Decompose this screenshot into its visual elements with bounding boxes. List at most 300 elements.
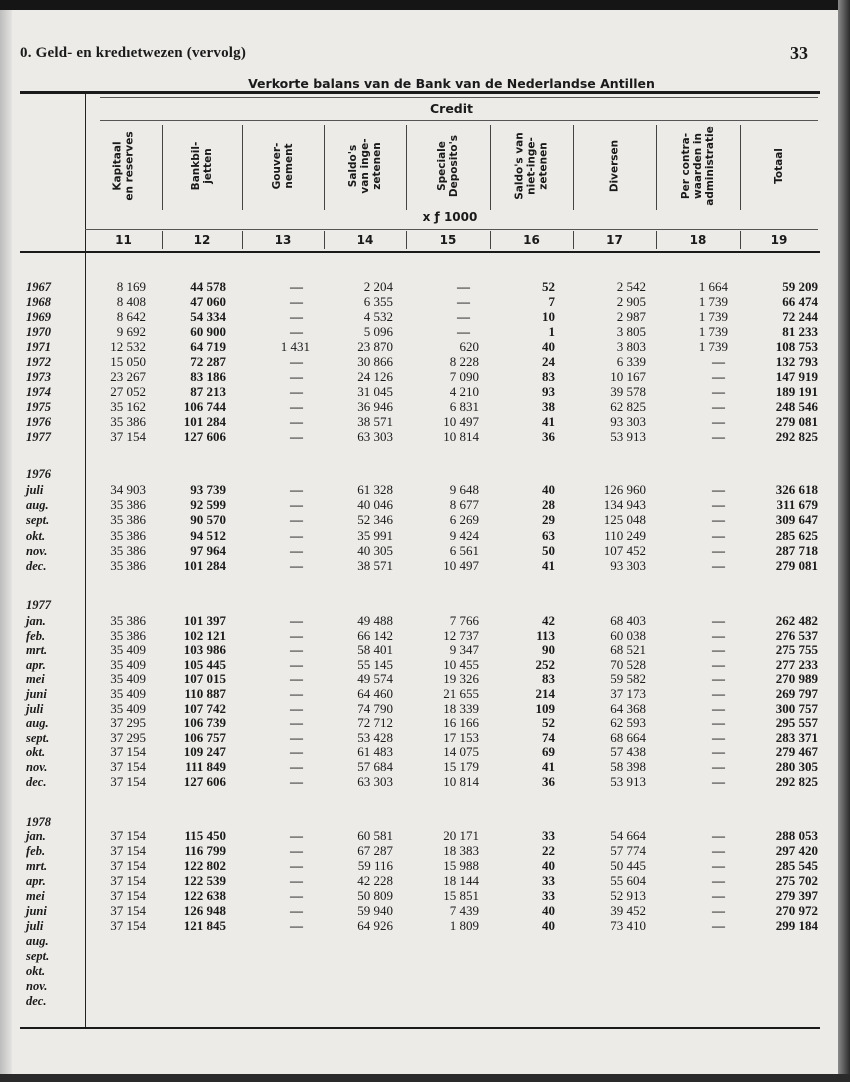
table-cell: 37 154 bbox=[110, 918, 146, 933]
table-cell: 66 474 bbox=[782, 294, 818, 309]
row-label: juni bbox=[26, 687, 47, 701]
row-label: mrt. bbox=[26, 643, 48, 658]
table-cell: 49 488 bbox=[357, 613, 393, 628]
cell-dash: — bbox=[712, 903, 725, 918]
table-cell: 35 409 bbox=[110, 671, 146, 687]
cell-dash: — bbox=[290, 858, 303, 873]
table-cell: 122 539 bbox=[183, 873, 226, 888]
cell-dash: — bbox=[712, 354, 725, 369]
column-header-label: Saldo's van niet-inge- zetenen bbox=[513, 132, 550, 200]
row-label: juli bbox=[26, 701, 44, 716]
table-cell: 74 790 bbox=[357, 700, 393, 716]
table-cell: 4 210 bbox=[449, 384, 479, 399]
table-cell: 52 bbox=[542, 279, 555, 294]
table-cell: 7 766 bbox=[449, 613, 479, 628]
table-cell: 12 532 bbox=[110, 339, 146, 354]
table-cell: 54 334 bbox=[190, 309, 226, 324]
row-label: 1969 bbox=[26, 310, 51, 324]
table-cell: 248 546 bbox=[775, 399, 818, 414]
cell-dash: — bbox=[290, 613, 303, 628]
column-number-rule bbox=[85, 229, 818, 230]
table-cell: 18 339 bbox=[443, 700, 479, 716]
table-cell: 275 755 bbox=[775, 642, 818, 658]
table-cell: 109 bbox=[535, 700, 555, 716]
table-cell: 24 126 bbox=[357, 369, 393, 384]
table-cell: 107 452 bbox=[603, 542, 646, 558]
table-cell: 277 233 bbox=[775, 656, 818, 672]
table-cell: 262 482 bbox=[775, 613, 818, 628]
row-label: dec. bbox=[26, 994, 47, 1008]
table-cell: 285 545 bbox=[775, 858, 818, 873]
cell-dash: — bbox=[712, 700, 725, 716]
cell-dash: — bbox=[457, 279, 470, 294]
table-cell: 58 398 bbox=[610, 759, 646, 774]
cell-dash: — bbox=[290, 354, 303, 369]
table-cell: 64 719 bbox=[190, 339, 226, 354]
table-cell: 62 593 bbox=[610, 715, 646, 731]
scan-bottom-edge bbox=[0, 1074, 850, 1082]
table-cell: 9 347 bbox=[449, 642, 479, 658]
cell-dash: — bbox=[712, 482, 725, 497]
table-cell: 292 825 bbox=[775, 429, 818, 444]
row-label: 1967 bbox=[26, 280, 51, 294]
table-cell: 37 295 bbox=[110, 729, 146, 745]
cell-dash: — bbox=[712, 671, 725, 687]
table-cell: 66 142 bbox=[357, 627, 393, 643]
table-cell: 72 287 bbox=[190, 354, 226, 369]
cell-dash: — bbox=[712, 759, 725, 774]
scan-right-edge bbox=[838, 0, 850, 1082]
cell-dash: — bbox=[712, 843, 725, 858]
table-cell: 52 346 bbox=[357, 512, 393, 528]
table-cell: 55 145 bbox=[357, 656, 393, 672]
table-cell: 73 410 bbox=[610, 918, 646, 933]
table-cell: 105 445 bbox=[183, 656, 226, 672]
column-header bbox=[242, 122, 324, 210]
row-label: mei bbox=[26, 672, 45, 687]
table-cell: 72 244 bbox=[782, 309, 818, 324]
column-header bbox=[740, 122, 818, 210]
cell-dash: — bbox=[290, 686, 303, 701]
table-cell: 16 166 bbox=[443, 715, 479, 731]
cell-dash: — bbox=[290, 888, 303, 903]
cell-dash: — bbox=[712, 497, 725, 513]
column-header bbox=[656, 122, 740, 210]
cell-dash: — bbox=[290, 399, 303, 414]
table-cell: 33 bbox=[542, 888, 555, 903]
column-header bbox=[162, 122, 242, 210]
cell-dash: — bbox=[290, 700, 303, 716]
table-cell: 113 bbox=[536, 627, 555, 643]
cell-dash: — bbox=[290, 294, 303, 309]
table-cell: 7 090 bbox=[449, 369, 479, 384]
table-cell: 1 664 bbox=[698, 279, 728, 294]
scan-left-edge bbox=[0, 10, 12, 1082]
table-cell: 67 287 bbox=[357, 843, 393, 858]
table-cell: 59 940 bbox=[357, 903, 393, 918]
table-cell: 132 793 bbox=[775, 354, 818, 369]
table-cell: 35 386 bbox=[110, 542, 146, 558]
table-cell: 20 171 bbox=[443, 828, 479, 843]
row-label: 1970 bbox=[26, 325, 51, 339]
table-cell: 108 753 bbox=[775, 339, 818, 354]
cell-dash: — bbox=[290, 558, 303, 573]
column-number: 11 bbox=[115, 233, 132, 247]
column-header-label: Totaal bbox=[773, 148, 785, 184]
table-cell: 94 512 bbox=[190, 527, 226, 543]
column-number: 17 bbox=[606, 233, 623, 247]
table-cell: 270 972 bbox=[775, 903, 818, 918]
cell-dash: — bbox=[712, 369, 725, 384]
table-cell: 102 121 bbox=[183, 627, 226, 643]
cell-dash: — bbox=[290, 759, 303, 774]
row-label: 1974 bbox=[26, 385, 51, 399]
table-cell: 109 247 bbox=[183, 744, 226, 760]
table-cell: 106 744 bbox=[183, 399, 226, 414]
table-cell: 64 460 bbox=[357, 686, 393, 701]
cell-dash: — bbox=[290, 656, 303, 672]
table-cell: 37 154 bbox=[110, 773, 146, 789]
table-cell: 23 267 bbox=[110, 369, 146, 384]
cell-dash: — bbox=[290, 542, 303, 558]
row-label: 1968 bbox=[26, 295, 51, 309]
cell-dash: — bbox=[290, 309, 303, 324]
table-cell: 106 757 bbox=[183, 729, 226, 745]
cell-dash: — bbox=[712, 414, 725, 429]
table-cell: 74 bbox=[542, 729, 555, 745]
table-cell: 127 606 bbox=[183, 773, 226, 789]
table-cell: 41 bbox=[542, 759, 555, 774]
row-label: okt. bbox=[26, 964, 46, 978]
column-header bbox=[573, 122, 656, 210]
table-cell: 60 581 bbox=[357, 828, 393, 843]
table-cell: 60 900 bbox=[190, 324, 226, 339]
cell-dash: — bbox=[712, 773, 725, 789]
row-label: jan. bbox=[26, 829, 46, 843]
table-cell: 279 467 bbox=[775, 744, 818, 760]
table-cell: 24 bbox=[542, 354, 555, 369]
table-cell: 121 845 bbox=[183, 918, 226, 933]
table-group-credit: Credit bbox=[429, 101, 474, 116]
table-cell: 21 655 bbox=[443, 686, 479, 701]
row-label: sept. bbox=[26, 949, 50, 963]
table-cell: 116 799 bbox=[184, 843, 226, 858]
table-cell: 38 bbox=[542, 399, 555, 414]
table-cell: 107 015 bbox=[183, 671, 226, 687]
table-cell: 36 bbox=[542, 429, 555, 444]
table-cell: 61 328 bbox=[357, 482, 393, 497]
table-cell: 279 397 bbox=[775, 888, 818, 903]
table-cell: 1 739 bbox=[698, 294, 728, 309]
table-cell: 10 167 bbox=[610, 369, 646, 384]
table-cell: 39 578 bbox=[610, 384, 646, 399]
table-cell: 37 154 bbox=[110, 744, 146, 760]
row-label: 1971 bbox=[26, 340, 51, 354]
table-cell: 10 814 bbox=[443, 773, 479, 789]
section-label: 1978 bbox=[26, 815, 51, 829]
table-cell: 1 431 bbox=[280, 339, 310, 354]
cell-dash: — bbox=[290, 671, 303, 687]
column-header bbox=[406, 122, 490, 210]
column-number: 16 bbox=[523, 233, 540, 247]
row-label: apr. bbox=[26, 874, 46, 888]
table-cell: 288 053 bbox=[775, 828, 818, 843]
table-cell: 63 303 bbox=[357, 429, 393, 444]
table-cell: 39 452 bbox=[610, 903, 646, 918]
table-cell: 81 233 bbox=[782, 324, 818, 339]
table-cell: 7 bbox=[548, 294, 555, 309]
table-cell: 4 532 bbox=[363, 309, 393, 324]
table-cell: 9 424 bbox=[449, 527, 479, 543]
table-cell: 3 803 bbox=[616, 339, 646, 354]
table-cell: 53 428 bbox=[357, 729, 393, 745]
table-cell: 37 154 bbox=[110, 828, 146, 843]
table-cell: 40 046 bbox=[357, 497, 393, 513]
table-cell: 147 919 bbox=[775, 369, 818, 384]
cell-dash: — bbox=[712, 429, 725, 444]
table-cell: 7 439 bbox=[449, 903, 479, 918]
table-cell: 10 bbox=[542, 309, 555, 324]
table-cell: 3 805 bbox=[616, 324, 646, 339]
table-cell: 64 368 bbox=[610, 700, 646, 716]
row-label: juni bbox=[26, 904, 47, 918]
table-bottom-rule bbox=[20, 1027, 820, 1029]
cell-dash: — bbox=[457, 324, 470, 339]
cell-dash: — bbox=[290, 744, 303, 760]
table-cell: 93 303 bbox=[610, 558, 646, 573]
table-cell: 68 664 bbox=[610, 729, 646, 745]
table-cell: 10 455 bbox=[443, 656, 479, 672]
section-label: 1977 bbox=[26, 598, 51, 612]
table-cell: 9 648 bbox=[449, 482, 479, 497]
table-cell: 122 802 bbox=[183, 858, 226, 873]
table-cell: 49 574 bbox=[357, 671, 393, 687]
table-cell: 35 386 bbox=[110, 613, 146, 628]
table-cell: 8 169 bbox=[116, 279, 146, 294]
cell-dash: — bbox=[290, 527, 303, 543]
cell-dash: — bbox=[712, 613, 725, 628]
cell-dash: — bbox=[290, 627, 303, 643]
cell-dash: — bbox=[712, 512, 725, 528]
row-label: nov. bbox=[26, 979, 48, 993]
table-cell: 101 397 bbox=[183, 613, 226, 628]
table-cell: 41 bbox=[542, 558, 555, 573]
table-cell: 37 154 bbox=[110, 903, 146, 918]
table-cell: 12 737 bbox=[443, 627, 479, 643]
table-cell: 61 483 bbox=[357, 744, 393, 760]
table-cell: 126 960 bbox=[603, 482, 646, 497]
row-label: feb. bbox=[26, 628, 46, 643]
table-cell: 38 571 bbox=[357, 558, 393, 573]
table-cell: 107 742 bbox=[183, 700, 226, 716]
table-cell: 37 154 bbox=[110, 888, 146, 903]
table-cell: 53 913 bbox=[610, 773, 646, 789]
row-label: aug. bbox=[26, 716, 49, 731]
row-label: dec. bbox=[26, 559, 47, 573]
table-cell: 87 213 bbox=[190, 384, 226, 399]
table-cell: 10 497 bbox=[443, 414, 479, 429]
table-cell: 57 438 bbox=[610, 744, 646, 760]
cell-dash: — bbox=[457, 294, 470, 309]
table-cell: 27 052 bbox=[110, 384, 146, 399]
table-cell: 37 154 bbox=[110, 759, 146, 774]
table-cell: 55 604 bbox=[610, 873, 646, 888]
table-cell: 97 964 bbox=[190, 542, 226, 558]
cell-dash: — bbox=[712, 627, 725, 643]
table-cell: 58 401 bbox=[357, 642, 393, 658]
table-cell: 270 989 bbox=[775, 671, 818, 687]
table-cell: 83 bbox=[542, 369, 555, 384]
cell-dash: — bbox=[712, 399, 725, 414]
table-cell: 40 bbox=[542, 918, 555, 933]
cell-dash: — bbox=[712, 542, 725, 558]
cell-dash: — bbox=[712, 642, 725, 658]
cell-dash: — bbox=[712, 558, 725, 573]
table-cell: 37 173 bbox=[610, 686, 646, 701]
table-cell: 23 870 bbox=[357, 339, 393, 354]
table-cell: 287 718 bbox=[775, 542, 818, 558]
table-cell: 300 757 bbox=[775, 700, 818, 716]
table-cell: 297 420 bbox=[775, 843, 818, 858]
table-cell: 63 bbox=[542, 527, 555, 543]
column-header-label: Bankbil- jetten bbox=[190, 141, 214, 191]
table-cell: 127 606 bbox=[183, 429, 226, 444]
table-cell: 47 060 bbox=[190, 294, 226, 309]
table-cell: 276 537 bbox=[775, 627, 818, 643]
row-label: 1972 bbox=[26, 355, 51, 369]
row-label: okt. bbox=[26, 528, 46, 543]
row-label: 1973 bbox=[26, 370, 51, 384]
table-cell: 28 bbox=[542, 497, 555, 513]
table-cell: 35 409 bbox=[110, 642, 146, 658]
cell-dash: — bbox=[712, 744, 725, 760]
column-header-label: Kapitaal en reserves bbox=[111, 131, 136, 201]
table-cell: 8 228 bbox=[449, 354, 479, 369]
cell-dash: — bbox=[290, 773, 303, 789]
table-cell: 35 162 bbox=[110, 399, 146, 414]
table-cell: 30 866 bbox=[357, 354, 393, 369]
table-cell: 54 664 bbox=[610, 828, 646, 843]
table-cell: 8 677 bbox=[449, 497, 479, 513]
table-cell: 35 386 bbox=[110, 627, 146, 643]
table-cell: 111 849 bbox=[185, 759, 226, 774]
table-cell: 101 284 bbox=[183, 558, 226, 573]
table-cell: 36 946 bbox=[357, 399, 393, 414]
table-cell: 35 409 bbox=[110, 686, 146, 701]
row-label: mei bbox=[26, 889, 45, 903]
table-cell: 59 582 bbox=[610, 671, 646, 687]
column-number: 14 bbox=[356, 233, 374, 247]
table-cell: 279 081 bbox=[775, 414, 818, 429]
table-cell: 31 045 bbox=[357, 384, 393, 399]
row-label: 1976 bbox=[26, 415, 51, 429]
table-cell: 83 186 bbox=[190, 369, 226, 384]
table-cell: 299 184 bbox=[775, 918, 818, 933]
scan-top-edge bbox=[0, 0, 850, 10]
table-cell: 83 bbox=[542, 671, 555, 687]
table-unit: x ƒ 1000 bbox=[422, 210, 478, 224]
table-cell: 309 647 bbox=[775, 512, 818, 528]
table-cell: 101 284 bbox=[183, 414, 226, 429]
table-cell: 279 081 bbox=[775, 558, 818, 573]
table-cell: 1 739 bbox=[698, 339, 728, 354]
table-cell: 2 987 bbox=[616, 309, 646, 324]
cell-dash: — bbox=[290, 729, 303, 745]
table-cell: 35 386 bbox=[110, 527, 146, 543]
table-cell: 60 038 bbox=[610, 627, 646, 643]
cell-dash: — bbox=[290, 642, 303, 658]
table-cell: 72 712 bbox=[357, 715, 393, 731]
column-header bbox=[324, 122, 406, 210]
cell-dash: — bbox=[457, 309, 470, 324]
table-cell: 14 075 bbox=[443, 744, 479, 760]
table-cell: 37 154 bbox=[110, 858, 146, 873]
row-label: juli bbox=[26, 483, 44, 497]
table-cell: 40 bbox=[542, 903, 555, 918]
table-cell: 50 445 bbox=[610, 858, 646, 873]
header-bottom-rule bbox=[20, 251, 820, 253]
row-label: apr. bbox=[26, 657, 46, 672]
cell-dash: — bbox=[712, 729, 725, 745]
table-cell: 214 bbox=[535, 686, 555, 701]
table-cell: 285 625 bbox=[775, 527, 818, 543]
column-number: 19 bbox=[770, 233, 788, 247]
cell-dash: — bbox=[712, 384, 725, 399]
cell-dash: — bbox=[290, 384, 303, 399]
table-cell: 57 684 bbox=[357, 759, 393, 774]
table-cell: 125 048 bbox=[603, 512, 646, 528]
cell-dash: — bbox=[712, 527, 725, 543]
table-cell: 6 339 bbox=[616, 354, 646, 369]
table-cell: 115 450 bbox=[184, 828, 226, 843]
table-cell: 19 326 bbox=[443, 671, 479, 687]
table-cell: 44 578 bbox=[190, 279, 226, 294]
table-cell: 40 bbox=[542, 339, 555, 354]
row-label: dec. bbox=[26, 774, 47, 789]
table-cell: 295 557 bbox=[775, 715, 818, 731]
table-cell: 6 831 bbox=[449, 399, 479, 414]
group-rule bbox=[100, 120, 818, 121]
table-cell: 326 618 bbox=[775, 482, 818, 497]
table-cell: 41 bbox=[542, 414, 555, 429]
column-header-label: Speciale Deposito's bbox=[436, 134, 460, 198]
row-label: sept. bbox=[26, 513, 50, 528]
table-cell: 106 739 bbox=[183, 715, 226, 731]
cell-dash: — bbox=[712, 888, 725, 903]
table-cell: 283 371 bbox=[775, 729, 818, 745]
cell-dash: — bbox=[712, 715, 725, 731]
table-cell: 37 154 bbox=[110, 843, 146, 858]
column-header bbox=[490, 122, 573, 210]
table-cell: 1 739 bbox=[698, 309, 728, 324]
table-cell: 620 bbox=[459, 339, 479, 354]
table-cell: 52 bbox=[542, 715, 555, 731]
table-cell: 92 599 bbox=[190, 497, 226, 513]
row-label: sept. bbox=[26, 730, 50, 745]
table-cell: 10 497 bbox=[443, 558, 479, 573]
table-cell: 40 305 bbox=[357, 542, 393, 558]
row-label: jan. bbox=[26, 614, 46, 628]
row-label: aug. bbox=[26, 934, 49, 948]
cell-dash: — bbox=[290, 512, 303, 528]
table-cell: 6 561 bbox=[449, 542, 479, 558]
table-cell: 35 991 bbox=[357, 527, 393, 543]
table-cell: 18 383 bbox=[443, 843, 479, 858]
column-header-label: Diversen bbox=[608, 139, 621, 193]
table-cell: 22 bbox=[542, 843, 555, 858]
row-label: aug. bbox=[26, 498, 49, 513]
cell-dash: — bbox=[290, 497, 303, 513]
